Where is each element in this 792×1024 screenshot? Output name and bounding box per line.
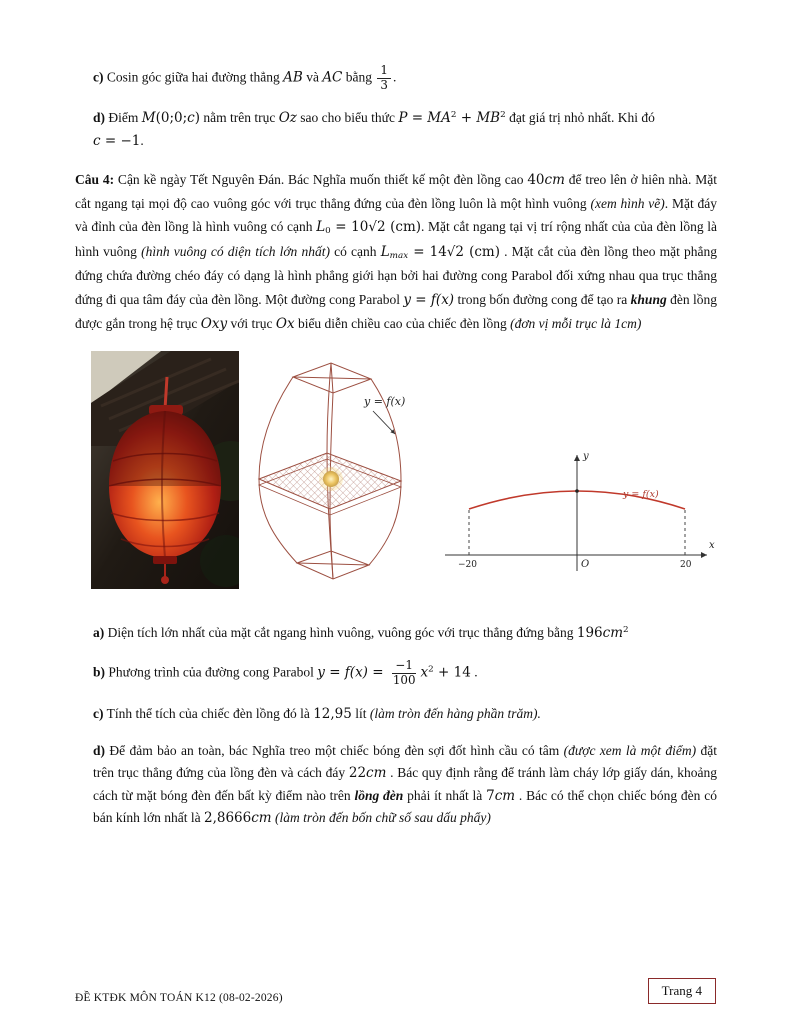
statement-c-top: c) Cosin góc giữa hai đường thẳng AB và AC bằng $\frac{1}{3}$ . [93, 63, 397, 92]
graph-y-axis-label: y [583, 450, 589, 462]
question-4-body: Câu 4: Cận kề ngày Tết Nguyên Đán. Bác Nghĩa muốn thiết kế một đèn lồng cao 40cm để treo lên ở hiên nhà. Mặt cắt ngang tại mọi độ cao vuông góc với trục thẳng đứng của đèn lồng luôn là một hình vuông (xem hình vẽ). Mặt đáy và đỉnh của đèn lồng là hình vuông có cạnh L0 = 10√2 (cm). Mặt cắt ngang tại vị trí rộng nhất của của đèn lồng là hình vuông (hình vuông có diện tích lớn nhất) có cạnh Lmax = 14√2 (cm) . Mặt cắt của đèn lồng theo mặt phẳng đứng chứa đường chéo đáy có dạng là hình phẳng giới hạn bởi hai đường cong Parabol đối xứng nhau qua trục thẳng đứng đi qua tâm đáy của đèn lồng. Một đường cong Parabol y = f(x) trong bốn đường cong để tạo ra khung đèn lồng được gắn trong hệ trục Oxy với trục Ox biểu diễn chiều cao của chiếc đèn lồng (đơn vị mỗi trục là 1cm) [75, 171, 718, 333]
page-number-box [648, 978, 716, 1004]
page-footer [75, 978, 716, 1004]
figures-row [91, 351, 717, 596]
statement-a: a) Diện tích lớn nhất của mặt cắt ngang hình vuông, vuông góc với trục thẳng đứng bằng $196cm^2$ [93, 624, 629, 641]
graph-tick-right: 20 [680, 559, 692, 570]
page-number: Trang 4 [661, 983, 702, 998]
statement-d: d) Để đảm bảo an toàn, bác Nghĩa treo một chiếc bóng đèn sợi đốt hình cầu có tâm (được xem là một điểm) đặt trên trục thẳng đứng của lồng đèn và cách đáy 22cm . Bác quy định rằng để tránh làm cháy lớp giấy dán, khoảng cách từ mặt bóng đèn đến bất kỳ điểm nào trên lồng đèn phải ít nhất là 7cm . Bác có thể chọn chiếc bóng đèn có bán kính lớn nhất là 2,8666cm (làm tròn đến bốn chữ số sau dấu phẩy) [93, 743, 718, 827]
lantern-photo [91, 351, 239, 589]
footer-doc-title: ĐỀ KTĐK MÔN TOÁN K12 (08-02-2026) [75, 992, 283, 1004]
statement-b: b) Phương trình của đường cong Parabol y = f(x) = $\frac{-1}{100}$ $x^2 + 14$ . [93, 658, 478, 688]
parabola-apex-point [575, 489, 579, 493]
graph-axes [445, 455, 707, 571]
label-arrow [373, 411, 395, 434]
statement-d-top: d) Điểm M(0;0;c) nằm trên trục Oz sao cho biểu thức $P = MA^2 + MB^2$ đạt giá trị nhỏ nhất. Khi đó c = −1. [93, 110, 655, 149]
statement-c: c) Tính thể tích của chiếc đèn lồng đó là 12,95 lít (làm tròn đến hàng phần trăm). [93, 705, 541, 722]
parabola-graph [437, 443, 717, 591]
wireframe-curve-label: y = f(x) [364, 394, 406, 408]
bulb-icon [319, 467, 343, 491]
graph-origin-label: O [581, 558, 590, 570]
graph-tick-left: −20 [458, 559, 477, 570]
graph-curve-label: y = f(x) [623, 488, 659, 500]
graph-x-axis-label: x [709, 539, 715, 551]
lantern-wireframe [251, 351, 429, 596]
